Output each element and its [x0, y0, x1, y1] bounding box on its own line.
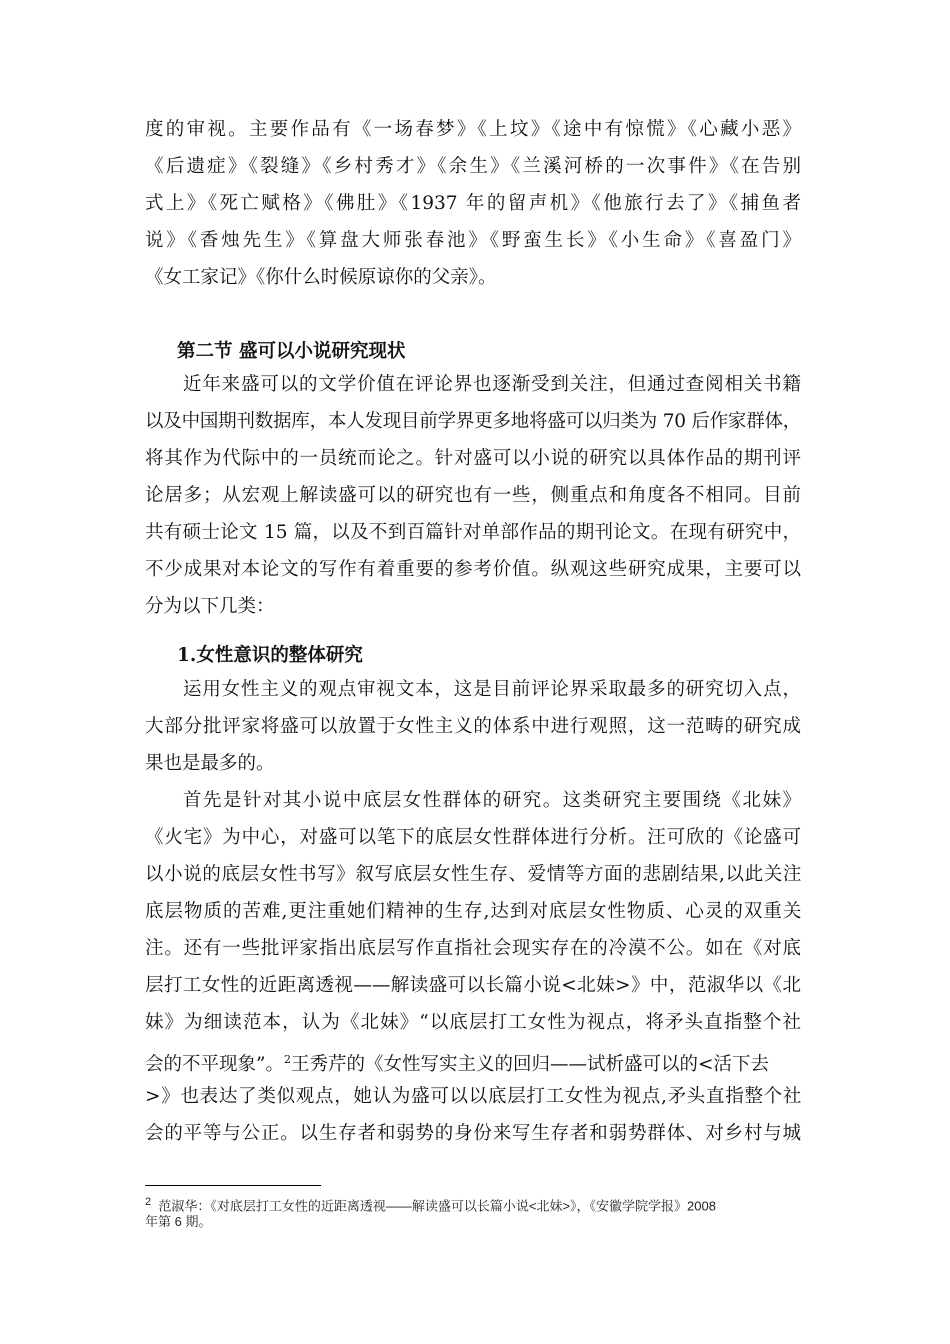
- body-line: 以及中国期刊数据库，本人发现目前学界更多地将盛可以归类为 70 后作家群体，: [145, 411, 801, 432]
- body-line: 首先是针对其小说中底层女性群体的研究。这类研究主要围绕《北妹》: [183, 790, 801, 811]
- body-line: 说》《香烛先生》《算盘大师张春池》《野蛮生长》《小生命》《喜盈门》: [145, 230, 801, 251]
- body-line: 不少成果对本论文的写作有着重要的参考价值。纵观这些研究成果，主要可以: [145, 559, 801, 580]
- footnote-text: 范淑华：《对底层打工女性的近距离透视——解读盛可以长篇小说<北妹>》，《安徽学院学报》2008: [158, 1198, 716, 1214]
- body-line: 底层物质的苦难,更注重她们精神的生存,达到对底层女性物质、心灵的双重关: [145, 901, 801, 922]
- body-line: 论居多；从宏观上解读盛可以的研究也有一些，侧重点和角度各不相同。目前: [145, 485, 801, 506]
- footnote-divider: [145, 1185, 321, 1186]
- footnote-reference[interactable]: 2: [283, 1053, 291, 1066]
- body-text: 会的不平现象”。: [145, 1054, 284, 1076]
- body-line: 《女工家记》《你什么时候原谅你的父亲》。: [145, 267, 497, 288]
- body-line: 大部分批评家将盛可以放置于女性主义的体系中进行观照，这一范畴的研究成: [145, 716, 801, 737]
- body-line: 将其作为代际中的一员统而论之。针对盛可以小说的研究以具体作品的期刊评: [145, 448, 801, 469]
- body-line: 共有硕士论文 15 篇，以及不到百篇针对单部作品的期刊论文。在现有研究中，: [145, 522, 801, 543]
- section-heading: 第二节 盛可以小说研究现状: [177, 341, 406, 362]
- body-line: 近年来盛可以的文学价值在评论界也逐渐受到关注，但通过查阅相关书籍: [183, 374, 801, 395]
- body-line: 层打工女性的近距离透视——解读盛可以长篇小说<北妹>》中，范淑华以《北: [145, 975, 801, 996]
- body-line: 度的审视。主要作品有《一场春梦》《上坟》《途中有惊慌》《心藏小恶》: [145, 119, 801, 140]
- body-line: >》也表达了类似观点，她认为盛可以以底层打工女性为视点,矛头直指整个社: [145, 1086, 801, 1107]
- body-line: 以小说的底层女性书写》叙写底层女性生存、爱情等方面的悲剧结果,以此关注: [145, 864, 801, 885]
- footnote-number: 2: [145, 1196, 152, 1208]
- body-line: 会的平等与公正。以生存者和弱势的身份来写生存者和弱势群体、对乡村与城: [145, 1123, 801, 1144]
- body-line: 注。还有一些批评家指出底层写作直指社会现实存在的冷漠不公。如在《对底: [145, 938, 801, 959]
- body-line: 妹》为细读范本，认为《北妹》“以底层打工女性为视点，将矛头直指整个社: [145, 1012, 801, 1033]
- body-line: 果也是最多的。: [145, 753, 275, 774]
- body-line: [145, 1048, 801, 1077]
- subsection-heading: 1.女性意识的整体研究: [177, 645, 363, 666]
- body-line: 《后遗症》《裂缝》《乡村秀才》《余生》《兰溪河桥的一次事件》《在告别: [145, 156, 801, 177]
- footnote-continuation: 年第 6 期。: [145, 1214, 212, 1229]
- body-text: 王秀芹的《女性写实主义的回归——试析盛可以的<活下去: [290, 1054, 769, 1076]
- body-line: 运用女性主义的观点审视文本，这是目前评论界采取最多的研究切入点，: [183, 679, 801, 700]
- body-line: 《火宅》为中心，对盛可以笔下的底层女性群体进行分析。汪可欣的《论盛可: [145, 827, 801, 848]
- body-line: 分为以下几类：: [145, 596, 275, 617]
- body-line: 式上》《死亡赋格》《佛肚》《1937 年的留声机》《他旅行去了》《捕鱼者: [145, 193, 801, 214]
